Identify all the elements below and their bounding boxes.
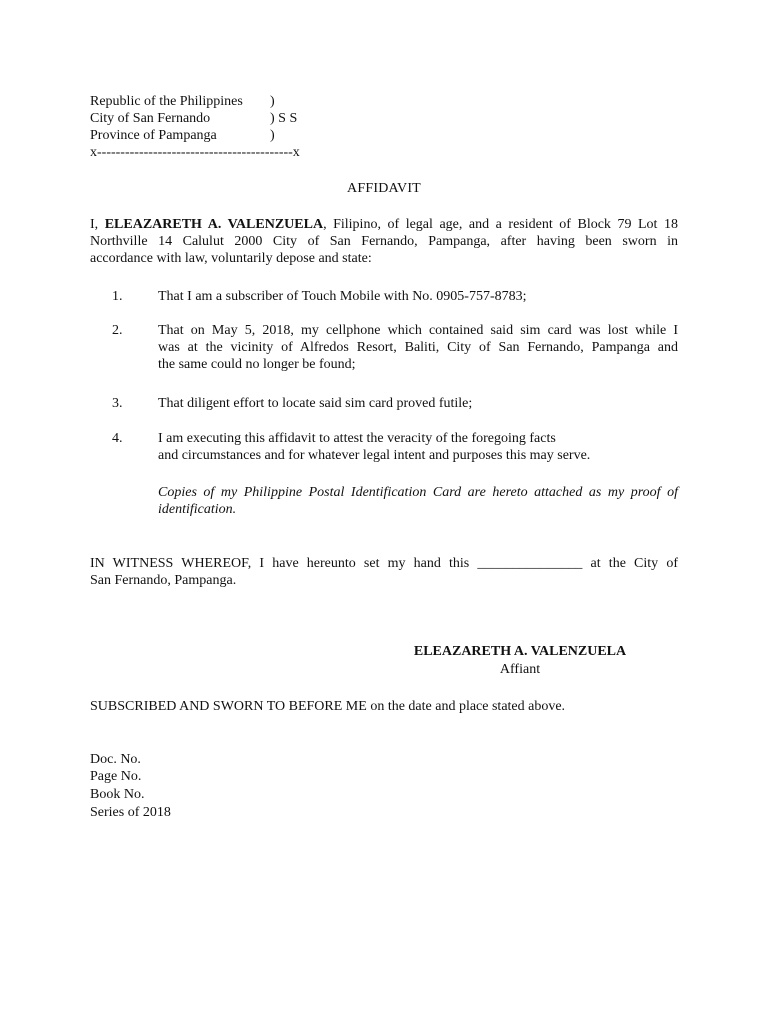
note-line-2: identification. xyxy=(158,502,237,517)
item-2-line-3: the same could no longer be found; xyxy=(158,357,356,372)
affiant-signature-name: ELEAZARETH A. VALENZUELA xyxy=(413,644,627,659)
intro-line-3: accordance with law, voluntarily depose and state: xyxy=(90,251,372,266)
venue-divider: x------------------------------------------x xyxy=(90,145,300,160)
series-label: Series of 2018 xyxy=(90,805,171,820)
witness-paragraph xyxy=(90,555,678,589)
intro-paragraph xyxy=(90,216,678,267)
intro-line-2: Northville 14 Calulut 2000 City of San Fernando, Pampanga, after having been sworn in xyxy=(90,234,678,249)
venue-city xyxy=(90,110,298,127)
venue-paren-3: ) xyxy=(270,128,275,143)
jurat-rest: on the date and place stated above. xyxy=(366,699,566,714)
intro-line-1-rest: , Filipino, of legal age, and a resident of Block 79 Lot 18 xyxy=(323,217,678,232)
item-1-line-1: That I am a subscriber of Touch Mobile with No. 0905-757-8783; xyxy=(158,289,527,304)
identification-note xyxy=(158,484,678,518)
page-number-label: Page No. xyxy=(90,769,142,784)
witness-line-2: San Fernando, Pampanga. xyxy=(90,573,237,588)
witness-line-1: IN WITNESS WHEREOF, I have hereunto set my hand this _______________ at the City of xyxy=(90,556,678,571)
item-4-line-1: I am executing this affidavit to attest the veracity of the foregoing facts xyxy=(158,431,556,446)
item-4-line-2: and circumstances and for whatever legal intent and purposes this may serve. xyxy=(158,448,591,463)
item-2-body xyxy=(158,322,678,373)
affiant-name-inline: ELEAZARETH A. VALENZUELA xyxy=(104,217,324,232)
item-2-number: 2. xyxy=(112,323,123,338)
item-4-body xyxy=(158,430,678,464)
item-2-line-2: was at the vicinity of Alfredos Resort, Baliti, City of San Fernando, Pampanga and xyxy=(158,340,678,355)
venue-city-text: City of San Fernando xyxy=(90,111,211,126)
note-line-1: Copies of my Philippine Postal Identification Card are hereto attached as my proof of xyxy=(158,485,678,500)
item-3-line-1: That diligent effort to locate said sim card proved futile; xyxy=(158,396,473,411)
jurat-line xyxy=(90,698,565,715)
document-title: AFFIDAVIT xyxy=(347,181,421,196)
intro-prefix: I, xyxy=(90,217,105,232)
signature-block xyxy=(360,643,680,679)
venue-paren-1: ) xyxy=(270,94,275,109)
item-3-number: 3. xyxy=(112,396,123,411)
item-4-number: 4. xyxy=(112,431,123,446)
intro-line-1 xyxy=(90,216,678,233)
item-3-body xyxy=(158,395,678,412)
venue-province-text: Province of Pampanga xyxy=(90,128,217,143)
affiant-role: Affiant xyxy=(499,662,541,677)
item-1-body xyxy=(158,288,678,305)
venue-republic xyxy=(90,93,275,110)
book-number-label: Book No. xyxy=(90,787,145,802)
item-1-number: 1. xyxy=(112,289,123,304)
venue-paren-ss: ) S S xyxy=(270,111,298,126)
jurat-bold: SUBSCRIBED AND SWORN TO BEFORE ME xyxy=(90,699,367,714)
item-2-line-1: That on May 5, 2018, my cellphone which contained said sim card was lost while I xyxy=(158,323,678,338)
venue-province xyxy=(90,127,275,144)
doc-number-label: Doc. No. xyxy=(90,752,141,767)
venue-republic-text: Republic of the Philippines xyxy=(90,94,243,109)
